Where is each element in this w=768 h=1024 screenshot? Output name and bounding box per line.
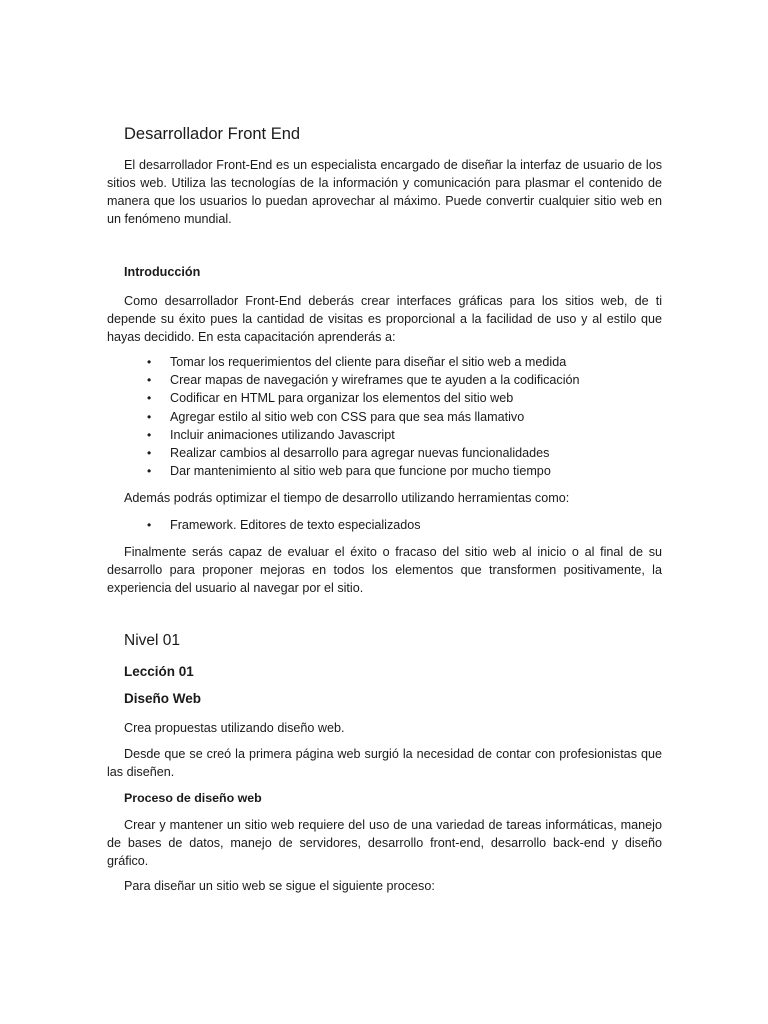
process-paragraph-1: Crear y mantener un sitio web requiere del uso de una variedad de tareas informáticas, manejo de bases de datos, manejo de servidores, desarrollo front-end, desarrollo back-end y diseño gráfico. [107, 818, 662, 868]
topic-heading: Diseño Web [124, 691, 202, 706]
bullet-icon: • [147, 464, 152, 479]
document-title: Desarrollador Front End [124, 125, 301, 143]
bullet-icon: • [147, 373, 152, 388]
list-item: • Incluir animaciones utilizando Javascript [107, 426, 662, 444]
bullet-icon: • [147, 409, 152, 424]
bullet-icon: • [147, 518, 152, 532]
bullet-icon: • [147, 355, 152, 369]
process-heading: Proceso de diseño web [124, 791, 262, 805]
bullet-icon: • [147, 391, 152, 406]
topic-paragraph-1: Crea propuestas utilizando diseño web. [124, 721, 345, 735]
list-item: • Tomar los requerimientos del cliente para diseñar el sitio web a medida [107, 353, 662, 371]
list-item: • Agregar estilo al sitio web con CSS para que sea más llamativo [107, 408, 662, 426]
intro-paragraph: El desarrollador Front-End es un especialista encargado de diseñar la interfaz de usuario de los sitios web. Utiliza las tecnologías de la información y comunicación para plasmar el contenido de manera que los usuarios lo puedan aprovechar al máximo. Puede convertir cualquier sitio web en un fenómeno mundial. [107, 158, 662, 226]
list-item: • Crear mapas de navegación y wireframes que te ayuden a la codificación [107, 371, 662, 389]
list-item: • Realizar cambios al desarrollo para agregar nuevas funcionalidades [107, 444, 662, 462]
introduccion-paragraph: Como desarrollador Front-End deberás crear interfaces gráficas para los sitios web, de ti depende su éxito pues la cantidad de visitas es proporcional a la facilidad de uso y al estilo que hayas decidido. En esta capacitación aprenderás a: [107, 294, 662, 344]
learning-list [107, 353, 662, 480]
bullet-icon: • [147, 427, 152, 442]
list-item: • Dar mantenimiento al sitio web para que funcione por mucho tiempo [107, 462, 662, 480]
topic-paragraph-2: Desde que se creó la primera página web surgió la necesidad de contar con profesionistas que las diseñen. [107, 747, 662, 779]
tools-paragraph: Además podrás optimizar el tiempo de desarrollo utilizando herramientas como: [124, 491, 570, 505]
tools-list [107, 516, 662, 534]
list-item: • Framework. Editores de texto especializados [107, 516, 662, 534]
list-item: • Codificar en HTML para organizar los elementos del sitio web [107, 389, 662, 407]
introduccion-heading: Introducción [124, 265, 201, 279]
leccion-heading: Lección 01 [124, 664, 194, 679]
process-paragraph-2: Para diseñar un sitio web se sigue el siguiente proceso: [124, 879, 435, 893]
closing-paragraph: Finalmente serás capaz de evaluar el éxito o fracaso del sitio web al inicio o al final de su desarrollo para proponer mejoras en todos los elementos que transformen positivamente, la experiencia del usuario al navegar por el sitio. [107, 545, 662, 595]
bullet-icon: • [147, 446, 152, 461]
nivel-heading: Nivel 01 [124, 632, 180, 649]
